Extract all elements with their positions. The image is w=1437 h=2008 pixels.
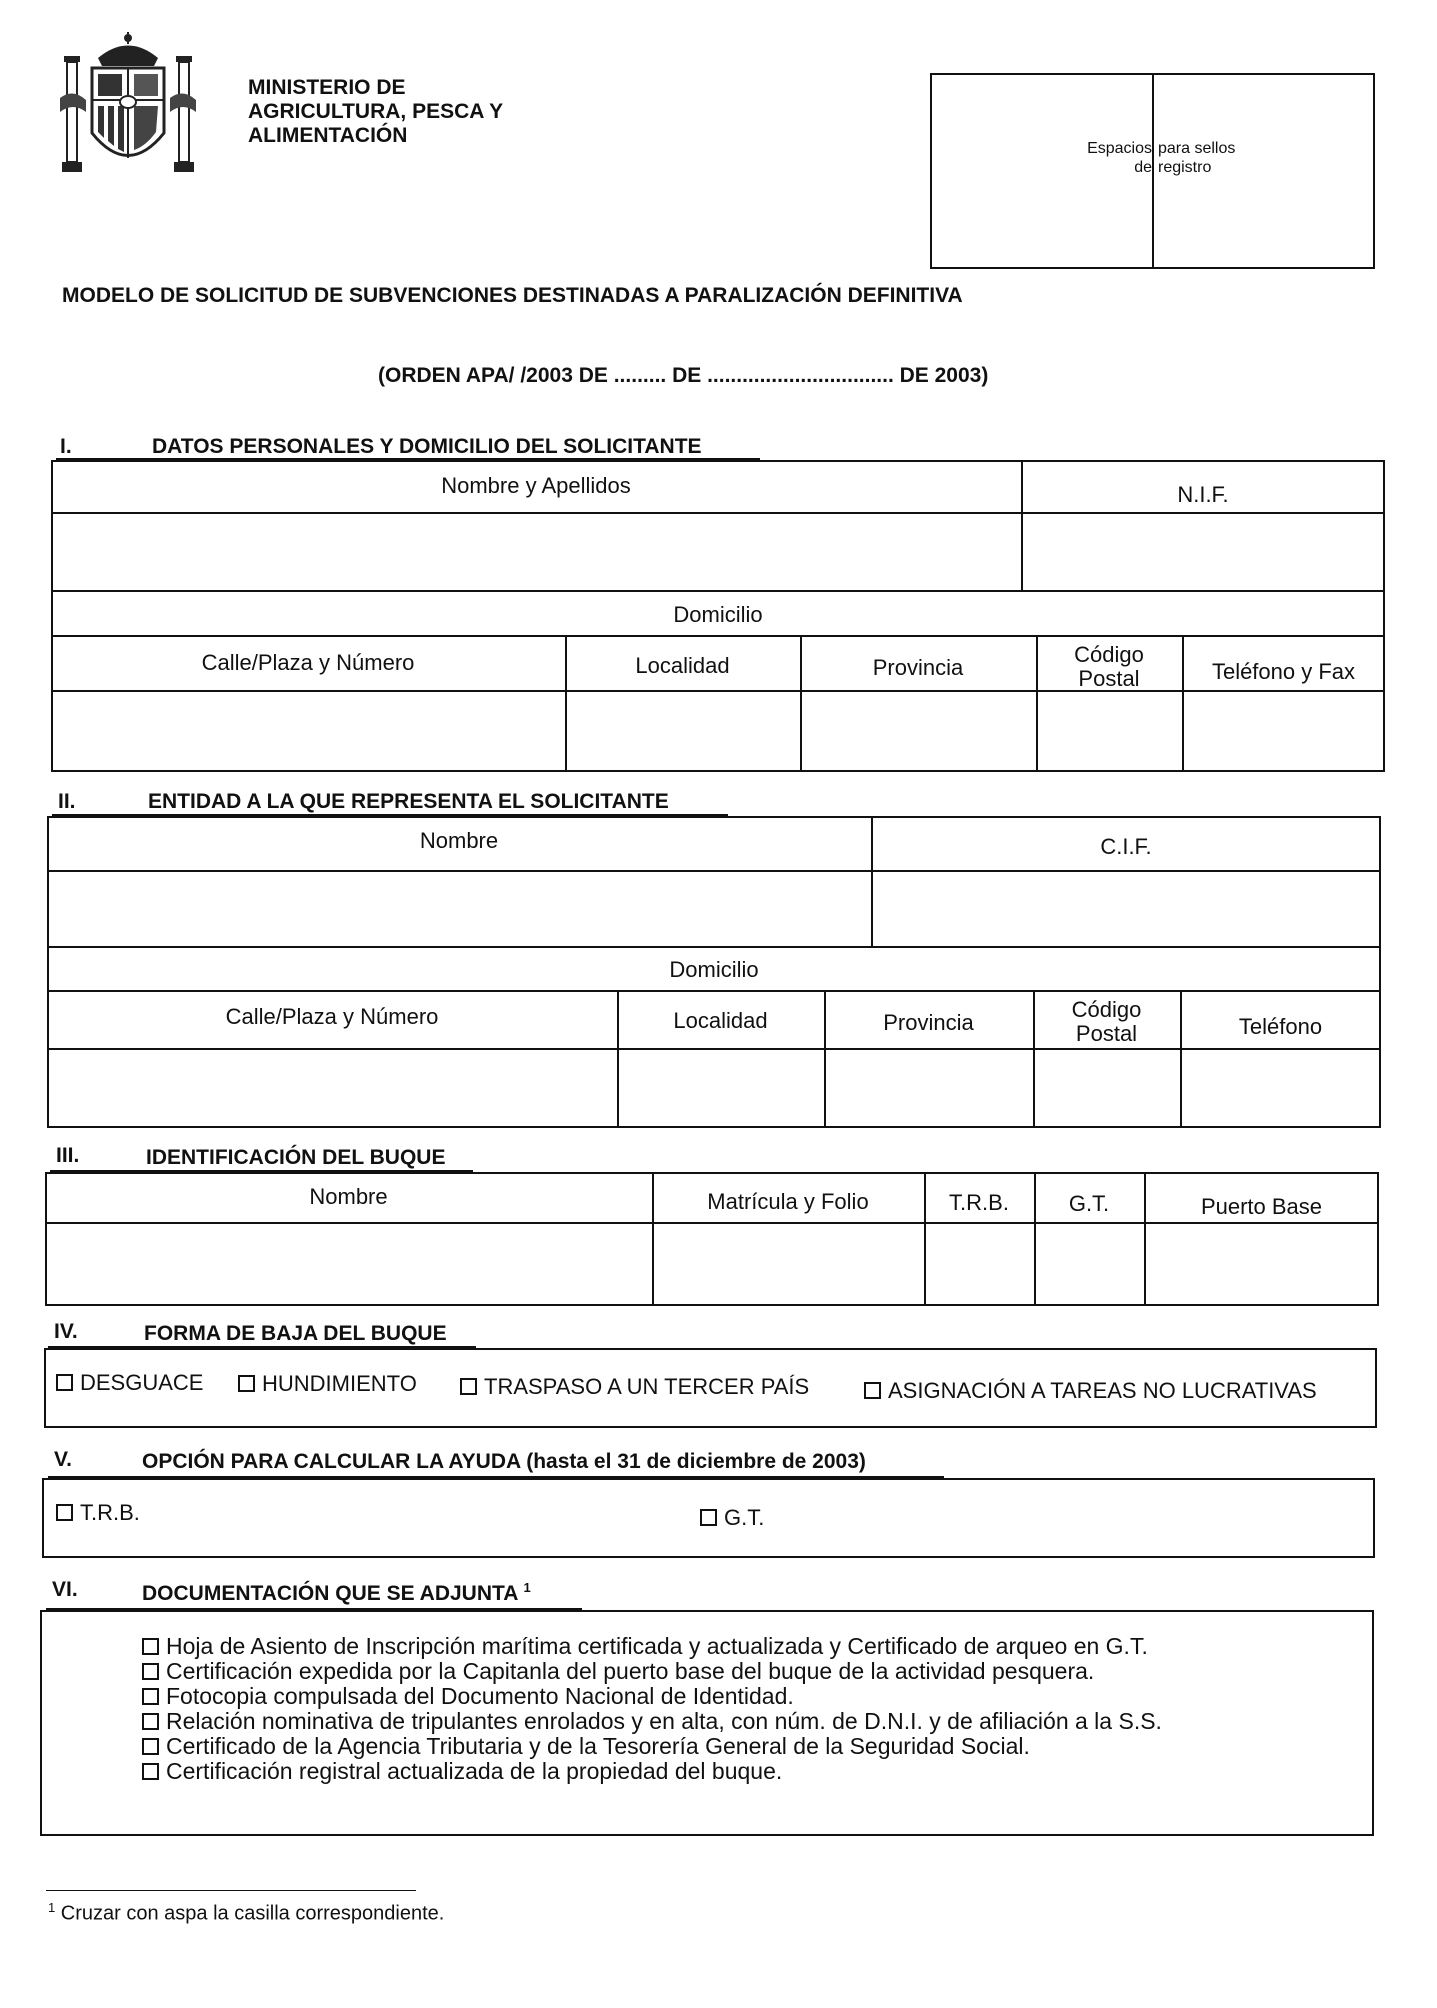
s3-matricula-field[interactable] (654, 1224, 922, 1304)
s1-col-codigo-postal: Código Postal (1074, 642, 1144, 691)
doc-item[interactable]: Hoja de Asiento de Inscripción marítima certificada y actualizada y Certificado de arqueo en G.T. (142, 1634, 1162, 1659)
s3-col-gt: G.T. (1068, 1191, 1110, 1216)
s1-col-calle: Calle/Plaza y Número (201, 650, 415, 675)
s3-col-nombre: Nombre (309, 1184, 388, 1209)
s1-col-provincia: Provincia (872, 655, 964, 680)
checkbox-icon[interactable] (238, 1375, 255, 1392)
s1-calle-field[interactable] (53, 692, 563, 770)
s2-codigo-postal-field[interactable] (1035, 1050, 1178, 1126)
stamp-label: Espacios para sellos de registro (1087, 140, 1236, 176)
doc-item[interactable]: Certificación expedida por la Capitanla del puerto base del buque de la actividad pesquera. (142, 1659, 1162, 1684)
s2-localidad-field[interactable] (619, 1050, 822, 1126)
checkbox-icon[interactable] (142, 1713, 159, 1730)
form-subtitle: (ORDEN APA/ /2003 DE ......... DE ................................ DE 2003) (378, 364, 989, 387)
s1-col-localidad: Localidad (635, 653, 730, 678)
divider (51, 635, 1385, 637)
section3-number: III. (56, 1144, 80, 1167)
section4-title: FORMA DE BAJA DEL BUQUE (144, 1322, 447, 1345)
s1-domicilio-label: Domicilio (673, 602, 763, 627)
option-desguace[interactable]: DESGUACE (56, 1370, 203, 1396)
section5-title: OPCIÓN PARA CALCULAR LA AYUDA (hasta el 31 de diciembre de 2003) (142, 1450, 866, 1473)
option-gt[interactable]: G.T. (700, 1505, 764, 1531)
checkbox-icon[interactable] (142, 1688, 159, 1705)
s2-name-field[interactable] (49, 872, 869, 945)
doc-item[interactable]: Fotocopia compulsada del Documento Nacional de Identidad. (142, 1684, 1162, 1709)
s2-col-codigo-postal: Código Postal (1071, 997, 1142, 1046)
s3-nombre-field[interactable] (47, 1224, 650, 1304)
section2-number: II. (58, 790, 76, 813)
divider (47, 946, 1381, 948)
s2-col-localidad: Localidad (673, 1008, 768, 1033)
divider (51, 590, 1385, 592)
coat-of-arms-emblem (58, 28, 198, 178)
footnote-rule (46, 1890, 416, 1891)
s1-name-label: Nombre y Apellidos (441, 473, 631, 498)
checkbox-icon[interactable] (56, 1374, 73, 1391)
doc-item[interactable]: Relación nominativa de tripulantes enrolados y en alta, con núm. de D.N.I. y de afiliación a la S.S. (142, 1709, 1162, 1734)
s2-col-provincia: Provincia (883, 1010, 974, 1035)
checkbox-icon[interactable] (142, 1763, 159, 1780)
s2-col-calle: Calle/Plaza y Número (225, 1004, 439, 1029)
section1-number: I. (60, 435, 72, 458)
section6-title: DOCUMENTACIÓN QUE SE ADJUNTA $^1$ (142, 1580, 531, 1605)
documents-list (142, 1634, 1162, 1784)
s2-cif-label: C.I.F. (1100, 834, 1152, 859)
section3-title: IDENTIFICACIÓN DEL BUQUE (146, 1146, 446, 1169)
s3-puerto-base-field[interactable] (1146, 1224, 1377, 1304)
footnote: $^1$ Cruzar con aspa la casilla correspondiente. (48, 1900, 445, 1925)
option-trb[interactable]: T.R.B. (56, 1500, 140, 1526)
section4-number: IV. (54, 1320, 78, 1343)
checkbox-icon[interactable] (56, 1504, 73, 1521)
s1-nif-field[interactable] (1023, 514, 1383, 589)
s2-col-telefono: Teléfono (1238, 1014, 1323, 1039)
s1-name-field[interactable] (53, 514, 1019, 589)
s3-col-trb: T.R.B. (949, 1190, 1009, 1215)
checkbox-icon[interactable] (142, 1638, 159, 1655)
doc-item[interactable]: Certificado de la Agencia Tributaria y de la Tesorería General de la Seguridad Social. (142, 1734, 1162, 1759)
section6-number: VI. (52, 1578, 78, 1601)
checkbox-icon[interactable] (864, 1382, 881, 1399)
s1-col-telefono: Teléfono y Fax (1211, 659, 1356, 684)
section2-title: ENTIDAD A LA QUE REPRESENTA EL SOLICITANTE (148, 790, 669, 813)
s3-gt-field[interactable] (1036, 1224, 1142, 1304)
ministry-name: MINISTERIO DE AGRICULTURA, PESCA Y ALIMENTACIÓN (248, 76, 504, 147)
s1-provincia-field[interactable] (802, 692, 1034, 770)
s2-domicilio-label: Domicilio (669, 957, 759, 982)
s3-col-puerto-base: Puerto Base (1200, 1194, 1323, 1219)
section1-title: DATOS PERSONALES Y DOMICILIO DEL SOLICITANTE (152, 435, 702, 458)
checkbox-icon[interactable] (142, 1738, 159, 1755)
s1-codigo-postal-field[interactable] (1038, 692, 1180, 770)
s2-provincia-field[interactable] (826, 1050, 1031, 1126)
section5-number: V. (54, 1448, 72, 1471)
s1-localidad-field[interactable] (567, 692, 798, 770)
checkbox-icon[interactable] (460, 1378, 477, 1395)
s3-col-matricula: Matrícula y Folio (707, 1189, 869, 1214)
s2-cif-field[interactable] (873, 872, 1379, 945)
option-asignacion[interactable]: ASIGNACIÓN A TAREAS NO LUCRATIVAS (864, 1378, 1317, 1404)
form-title: MODELO DE SOLICITUD DE SUBVENCIONES DESTINADAS A PARALIZACIÓN DEFINITIVA (62, 284, 963, 307)
checkbox-icon[interactable] (142, 1663, 159, 1680)
doc-item[interactable]: Certificación registral actualizada de la propiedad del buque. (142, 1759, 1162, 1784)
s1-nif-label: N.I.F. (1177, 482, 1229, 507)
option-hundimiento[interactable]: HUNDIMIENTO (238, 1371, 417, 1397)
s1-telefono-field[interactable] (1184, 692, 1383, 770)
option-traspaso[interactable]: TRASPASO A UN TERCER PAÍS (460, 1374, 809, 1400)
s3-trb-field[interactable] (926, 1224, 1032, 1304)
s2-calle-field[interactable] (49, 1050, 615, 1126)
checkbox-icon[interactable] (700, 1509, 717, 1526)
s2-name-label: Nombre (419, 828, 499, 853)
s2-telefono-field[interactable] (1182, 1050, 1379, 1126)
